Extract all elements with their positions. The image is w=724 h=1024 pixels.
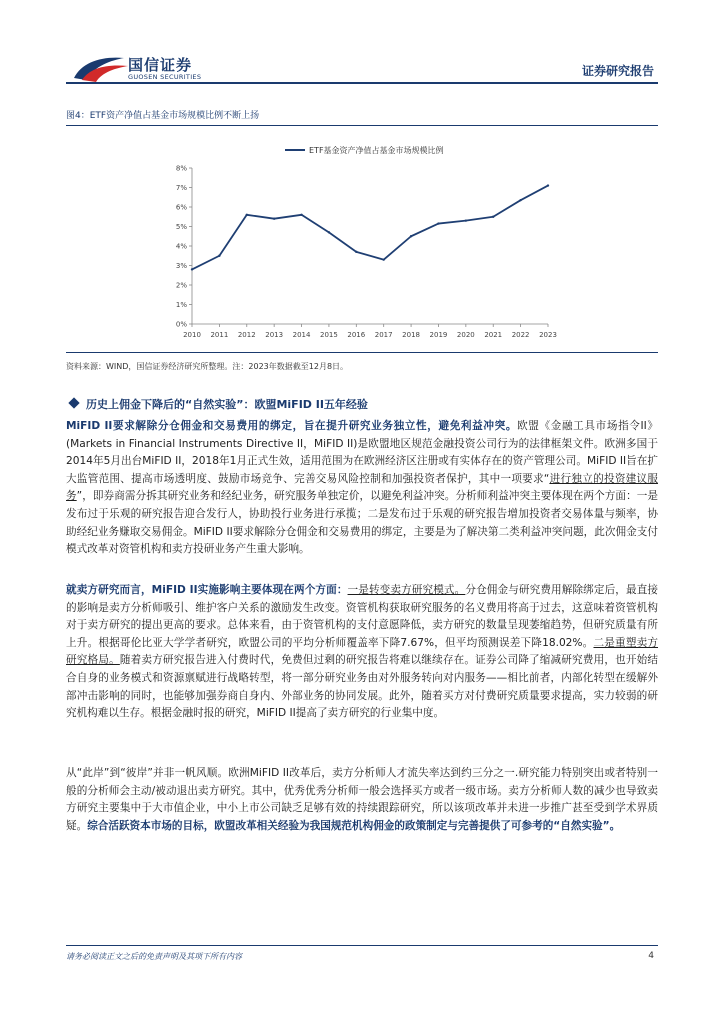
data-point	[437, 222, 439, 224]
paragraph-1	[66, 418, 658, 559]
y-tick-label: 0%	[175, 320, 187, 329]
x-tick-label: 2011	[210, 331, 229, 339]
p2-underlined-1: 一是转变卖方研究模式。	[347, 584, 466, 596]
section-heading-text: 历史上佣金下降后的“自然实验”：欧盟MiFID II五年经验	[86, 398, 368, 411]
report-type-label: 证券研究报告	[581, 64, 654, 78]
section-heading	[66, 396, 368, 412]
y-tick-label: 2%	[175, 281, 187, 290]
figure-top-divider	[66, 125, 658, 126]
x-axis	[183, 324, 557, 339]
data-point	[328, 231, 330, 233]
y-axis	[176, 165, 192, 329]
data-point	[492, 216, 494, 218]
data-point	[355, 251, 357, 253]
x-tick-label: 2014	[292, 331, 311, 339]
y-tick-label: 8%	[175, 164, 187, 173]
p3-conclusion: 综合活跃资本市场的目标，欧盟改革相关经验为我国规范机构佣金的政策制定与完善提供了可参考的“自然实验”。	[87, 819, 621, 832]
x-tick-label: 2015	[320, 331, 338, 339]
paragraph-2	[66, 582, 658, 723]
p1-body-b: ”，即券商需分拆其研究业务和经纪业务，研究服务单独定价，以避免利益冲突。分析师利益冲突主要体现在两个方面：一是发布过于乐观的研究报告迎合发行人，协助投行业务进行承揽；二是发布过于乐观的研究报告增加投资者交易体量与频率，协助经纪业务赚取交易佣金。MiFID II要求解除分仓佣金和交易费用的绑定，主要是为了解决第二类利益冲突问题，此次佣金支付模式改革对资管机构和卖方投研业务产生重大影响。	[66, 490, 659, 556]
footer-divider	[66, 945, 658, 946]
figure-source-note: 资料来源：WIND，国信证券经济研究所整理。注：2023年数据截至12月8日。	[66, 362, 349, 371]
data-point	[300, 214, 302, 216]
p2-lead: 就卖方研究而言，MiFID II实施影响主要体现在两个方面：	[66, 584, 348, 596]
x-tick-label: 2016	[347, 331, 366, 339]
series-line	[192, 186, 548, 270]
p3-body: 从“此岸”到“彼岸”并非一帆风顺。欧洲MiFID II改革后，卖方分析师人才流失率达到约三分之一.研究能力特别突出或者特别一般的分析师会主动/被动退出卖方研究。其中，优秀优秀分析师一般会选择买方或者一级市场。卖方分析师人数的减少也导致卖方研究主要集中于大市值企业，中小上市公司缺乏足够有效的持续跟踪研究，所以该项改革并未进一步推广甚至受到学术界质疑。	[66, 767, 658, 832]
chart-series	[191, 184, 549, 270]
p1-body-a: 欧盟《金融工具市场指令II》(Markets in Financial Instruments Directive II，MiFID II)是欧盟地区规范金融投资公司行为的法律框架文件。欧洲多国于2014年5月出台MiFID II，2018年1月正式生效，适用范围为在欧洲经济区注册或有实体存在的资产管理公司。MiFID II旨在扩大监管范围、提高市场透明度、鼓励市场竞争、完善交易风险控制和加强投资者保护，其中一项要求“	[66, 420, 659, 485]
data-point	[246, 214, 248, 216]
figure-caption: 图4：ETF资产净值占基金市场规模比例不断上扬	[66, 111, 260, 121]
x-tick-label: 2020	[456, 331, 475, 339]
p1-underlined: 进行独立的投资建议服务	[66, 472, 659, 503]
x-tick-label: 2017	[374, 331, 393, 339]
brand-name-en: GUOSEN SECURITIES	[128, 73, 202, 81]
x-tick-label: 2022	[511, 331, 530, 339]
x-tick-label: 2013	[265, 331, 284, 339]
y-tick-label: 6%	[175, 203, 187, 212]
x-tick-label: 2021	[484, 331, 503, 339]
brand-name-cn: 国信证券	[128, 56, 193, 74]
data-point	[410, 235, 412, 237]
x-tick-label: 2012	[237, 331, 256, 339]
y-tick-label: 5%	[175, 223, 187, 231]
paragraph-3	[66, 765, 658, 835]
header-divider	[66, 82, 658, 84]
data-point	[191, 268, 193, 270]
p1-lead: MiFID II要求解除分仓佣金和交易费用的绑定，旨在提升研究业务独立性，避免利益冲突。	[66, 420, 518, 432]
diamond-bullet-icon	[68, 397, 79, 408]
y-tick-label: 4%	[175, 242, 187, 251]
figure-bottom-divider	[66, 352, 658, 353]
data-point	[465, 219, 467, 221]
p2-underlined-2: 二是重塑卖方研究格局。	[66, 636, 659, 667]
page-number: 4	[648, 951, 654, 961]
y-tick-label: 7%	[175, 184, 187, 192]
y-tick-label: 1%	[175, 301, 187, 309]
guosen-logo-icon	[72, 52, 132, 84]
legend-label: ETF基金资产净值占基金市场规模比例	[309, 146, 444, 155]
x-tick-label: 2023	[539, 331, 557, 339]
p2-body-a: 分仓佣金与研究费用解除绑定后，最直接的影响是卖方分析师吸引、维护客户关系的激励发生改变。资管机构获取研究服务的名义费用将高于过去，这意味着资管机构对于卖方研究的提出更高的要求。总体来看，由于资管机构的支付意愿降低，卖方研究的数量呈现萎缩趋势，但研究质量有所上升。根据哥伦比亚大学学者研究，欧盟公司的平均分析师覆盖率下降7.67%，但平均预测误差下降18.02%。	[66, 584, 659, 649]
chart-legend	[285, 145, 444, 155]
page-header	[0, 0, 724, 90]
data-point	[519, 199, 521, 201]
data-point	[218, 255, 220, 257]
x-tick-label: 2010	[183, 331, 201, 339]
data-point	[273, 218, 275, 220]
footer-disclaimer: 请务必阅读正文之后的免责声明及其项下所有内容	[66, 952, 242, 961]
data-point	[382, 258, 384, 260]
x-tick-label: 2018	[402, 331, 420, 339]
data-point	[547, 184, 549, 186]
p2-body-b: 随着卖方研究报告进入付费时代，免费但过剩的研究报告将难以继续存在。证券公司降了缩减研究费用，也开始结合自身的业务模式和资源禀赋进行战略转型，将一部分研究业务由对外服务转向对内服务——相比前者，内部化转型在缓解外部冲击影响的同时，也能够加强券商自身内、外部业务的协同发展。此外，随着买方对付费研究质量要求提高，实力较弱的研究机构难以生存。根据金融时报的研究，MiFID II提高了卖方研究的行业集中度。	[66, 654, 659, 720]
y-tick-label: 3%	[175, 262, 187, 270]
etf-ratio-line-chart	[160, 138, 560, 346]
x-tick-label: 2019	[429, 331, 448, 339]
